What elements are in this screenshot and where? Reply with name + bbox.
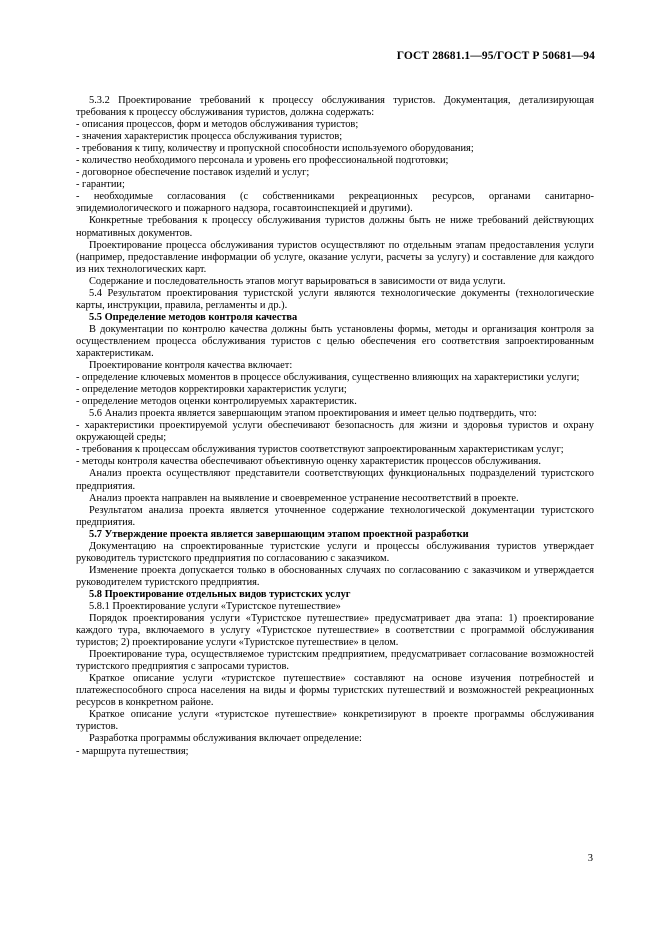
list-item: - гарантии;	[76, 179, 125, 191]
paragraph: Разработка программы обслуживания включает определение:	[89, 733, 362, 745]
section-heading: 5.8 Проектирование отдельных видов туристских услуг	[89, 588, 351, 600]
list-item: - характеристики проектируемой услуги обеспечивают безопасность для жизни и здоровья туристов и охрану окружающей среды;	[76, 420, 594, 444]
list-item: - определение методов оценки контролируемых характеристик.	[76, 396, 357, 408]
list-item: - необходимые согласования (с собственниками рекреационных ресурсов, органами санитарно-эпидемиологического и пожарного надзора, госавтоинспекцией и другими).	[76, 191, 594, 215]
paragraph: Содержание и последовательность этапов могут варьироваться в зависимости от вида услуги.	[89, 275, 506, 287]
list-item: - определение ключевых моментов в процессе обслуживания, существенно влияющих на характеристики услуги;	[76, 372, 580, 384]
list-item: - маршрута путешествия;	[76, 745, 189, 757]
paragraph: 5.3.2 Проектирование требований к процессу обслуживания туристов. Документация, детализирующая требования к процессу обслуживания туристов, должна содержать:	[76, 95, 594, 119]
list-item: - определение методов корректировки характеристик услуги;	[76, 384, 347, 396]
paragraph: Порядок проектирования услуги «Туристское путешествие» предусматривает два этапа: 1) проектирование каждого тура, включаемого в услугу «Туристское путешествие» в соответствии с программой обслуживания туристов; 2) проектирование услуги «Туристское путешествие» в целом.	[76, 613, 594, 649]
list-item: - описания процессов, форм и методов обслуживания туристов;	[76, 119, 359, 131]
paragraph: 5.6 Анализ проекта является завершающим этапом проектирования и имеет целью подтвердить, что:	[89, 408, 537, 420]
paragraph: Документацию на спроектированные туристские услуги и процессы обслуживания туристов утверждает руководитель туристского предприятия по согласованию с заказчиком.	[76, 540, 594, 564]
paragraph: Проектирование контроля качества включает:	[89, 360, 293, 372]
list-item: - требования к процессам обслуживания туристов соответствуют запроектированным характеристикам услуг;	[76, 444, 564, 456]
list-item: - методы контроля качества обеспечивают объективную оценку характеристик процессов обслуживания.	[76, 456, 541, 468]
list-item: - количество необходимого персонала и уровень его профессиональной подготовки;	[76, 155, 449, 167]
page-number: 3	[587, 853, 593, 864]
paragraph: Краткое описание услуги «туристское путешествие» конкретизируют в проекте программы обслуживания туристов.	[76, 709, 594, 733]
paragraph: Результатом анализа проекта является уточненное содержание технологической документации туристского предприятия.	[76, 504, 594, 528]
paragraph: В документации по контролю качества должны быть установлены формы, методы и организация контроля за осуществлением процесса обслуживания туристов с целью обеспечения его соответствия запроектированным характеристикам.	[76, 323, 594, 359]
paragraph: Проектирование тура, осуществляемое туристским предприятием, предусматривает согласование возможностей туристского предприятия с запросами туристов.	[76, 649, 594, 673]
section-heading: 5.5 Определение методов контроля качества	[89, 311, 298, 323]
paragraph: Проектирование процесса обслуживания туристов осуществляют по отдельным этапам предоставления услуги (например, предоставление информации об услуге, оказание услуги, расчеты за услугу) и составление для каждого из них технологических карт.	[76, 239, 594, 275]
paragraph: 5.4 Результатом проектирования туристской услуги являются технологические документы (технологические карты, инструкции, правила, регламенты и др.).	[76, 287, 594, 311]
list-item: - значения характеристик процесса обслуживания туристов;	[76, 131, 343, 143]
document-body	[76, 95, 594, 758]
paragraph: Краткое описание услуги «туристское путешествие» составляют на основе изучения потребностей и платежеспособного спроса населения на виды и формы туристских путешествий и возможностей рекреационных ресурсов в конкретном районе.	[76, 673, 594, 709]
document-header: ГОСТ 28681.1—95/ГОСТ Р 50681—94	[396, 50, 595, 62]
paragraph: Изменение проекта допускается только в обоснованных случаях по согласованию с заказчиком и утверждается руководителем туристского предприятия.	[76, 564, 594, 588]
paragraph: 5.8.1 Проектирование услуги «Туристское путешествие»	[89, 600, 341, 612]
list-item: - договорное обеспечение поставок изделий и услуг;	[76, 167, 310, 179]
paragraph: Конкретные требования к процессу обслуживания туристов должны быть не ниже требований действующих нормативных документов.	[76, 215, 594, 239]
section-heading: 5.7 Утверждение проекта является завершающим этапом проектной разработки	[89, 528, 469, 540]
paragraph: Анализ проекта осуществляют представители соответствующих функциональных подразделений туристского предприятия.	[76, 468, 594, 492]
paragraph: Анализ проекта направлен на выявление и своевременное устранение несоответствий в проекте.	[89, 492, 519, 504]
list-item: - требования к типу, количеству и пропускной способности используемого оборудования;	[76, 143, 474, 155]
